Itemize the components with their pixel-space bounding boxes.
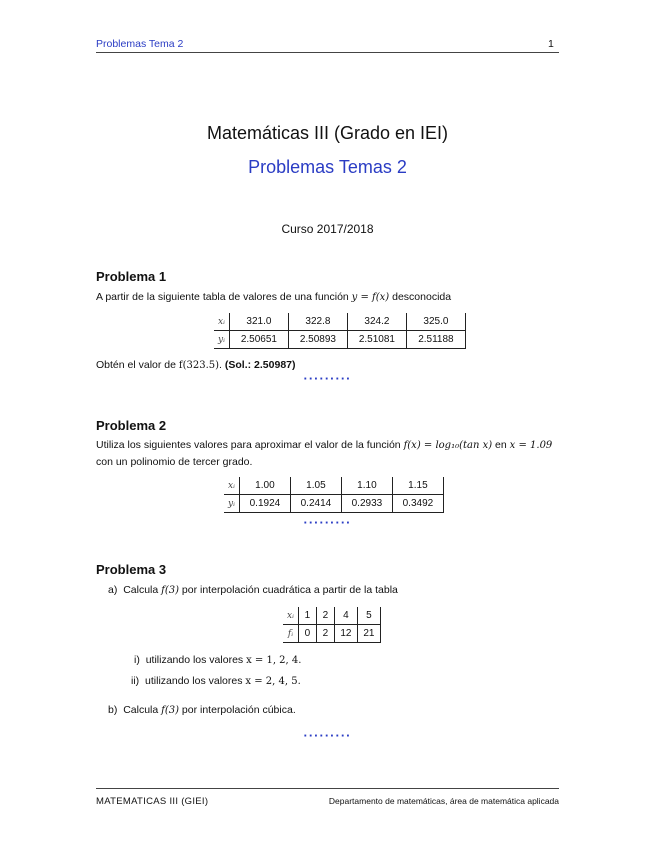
statement-text-mid: en	[492, 439, 510, 451]
table-cell: 21	[357, 625, 380, 643]
item-text: Calcula	[123, 584, 162, 596]
table-cell: 325.0	[406, 313, 465, 331]
problem-3-part-a	[108, 582, 398, 599]
item-math: x = 2, 4, 5.	[245, 676, 301, 687]
problem-2-statement	[96, 437, 552, 454]
row-label: fᵢ	[283, 625, 298, 643]
table-cell: 321.0	[229, 313, 288, 331]
problem-2-table	[224, 477, 444, 513]
problem-3-subitem-i	[134, 652, 301, 669]
header-rule	[96, 52, 559, 53]
problem-2-statement-line2: con un polinomio de tercer grado.	[96, 456, 253, 468]
table-cell: 324.2	[347, 313, 406, 331]
document-subtitle: Problemas Temas 2	[248, 157, 407, 177]
problem-3-part-b	[108, 702, 296, 719]
table-row	[214, 331, 465, 349]
item-text: utilizando los valores	[145, 675, 246, 687]
problem-1-heading: Problema 1	[96, 269, 167, 284]
table-cell: 0.3492	[392, 495, 443, 513]
table-row	[224, 477, 443, 495]
separator-dots: ·········	[303, 371, 352, 386]
footer-course: MATEMATICAS III (GIEI)	[96, 796, 209, 807]
table-cell: 0.2414	[290, 495, 341, 513]
item-label: i)	[134, 654, 140, 666]
table-cell: 2.51081	[347, 331, 406, 349]
row-label: xᵢ	[283, 607, 298, 625]
row-label: xᵢ	[214, 313, 229, 331]
problem-1-table	[214, 313, 466, 349]
statement-math: y = f(x)	[351, 292, 390, 303]
problem-3-subitem-ii	[131, 673, 301, 690]
footer-rule	[96, 788, 559, 789]
problem-1-statement	[96, 289, 451, 306]
table-row	[224, 495, 443, 513]
table-cell: 2.50651	[229, 331, 288, 349]
table-row	[283, 607, 380, 625]
statement-math-point: x = 1.09	[509, 440, 553, 451]
item-math: f(3)	[161, 585, 179, 596]
question-punct: .	[219, 359, 225, 371]
page-number: 1	[548, 38, 554, 50]
table-row	[214, 313, 465, 331]
statement-text: A partir de la siguiente tabla de valores de una función	[96, 291, 352, 303]
document-title: Matemáticas III (Grado en IEI)	[206, 123, 449, 143]
statement-math: f(x) = log₁₀(tan x)	[403, 440, 493, 451]
item-label: a)	[108, 584, 118, 596]
footer-department: Departamento de matemáticas, área de matemática aplicada	[328, 796, 559, 806]
table-cell: 1.05	[290, 477, 341, 495]
statement-text-end: desconocida	[389, 291, 452, 303]
problem-2-heading: Problema 2	[96, 418, 167, 433]
course-year: Curso 2017/2018	[281, 222, 374, 236]
separator-dots: ·········	[303, 728, 352, 743]
table-cell: 5	[357, 607, 380, 625]
table-cell: 2.50893	[288, 331, 347, 349]
table-cell: 1	[298, 607, 316, 625]
item-text: Calcula	[123, 704, 162, 716]
table-cell: 12	[334, 625, 357, 643]
item-text: utilizando los valores	[145, 654, 247, 666]
table-cell: 2.51188	[406, 331, 465, 349]
problem-3-heading: Problema 3	[96, 562, 167, 577]
table-cell: 1.00	[239, 477, 290, 495]
table-cell: 0.1924	[239, 495, 290, 513]
statement-text: Utiliza los siguientes valores para aproximar el valor de la función	[96, 439, 404, 451]
item-label: b)	[108, 704, 118, 716]
row-label: yᵢ	[224, 495, 239, 513]
table-cell: 2	[316, 607, 334, 625]
table-cell: 0	[298, 625, 316, 643]
item-math: x = 1, 2, 4.	[246, 655, 302, 666]
separator-dots: ·········	[303, 515, 352, 530]
question-text: Obtén el valor de	[96, 359, 179, 371]
table-cell: 1.10	[341, 477, 392, 495]
table-cell: 322.8	[288, 313, 347, 331]
table-cell: 4	[334, 607, 357, 625]
problem-3-table	[283, 607, 381, 643]
item-math: f(3)	[161, 705, 179, 716]
solution: (Sol.: 2.50987)	[224, 359, 296, 371]
table-cell: 0.2933	[341, 495, 392, 513]
table-row	[283, 625, 380, 643]
table-cell: 1.15	[392, 477, 443, 495]
row-label: yᵢ	[214, 331, 229, 349]
row-label: xᵢ	[224, 477, 239, 495]
item-label: ii)	[131, 675, 140, 687]
item-text-end: por interpolación cúbica.	[179, 704, 296, 716]
running-header: Problemas Tema 2	[96, 38, 184, 50]
table-cell: 2	[316, 625, 334, 643]
item-text-end: por interpolación cuadrática a partir de la tabla	[179, 584, 398, 596]
question-math: f(323.5)	[178, 360, 220, 371]
